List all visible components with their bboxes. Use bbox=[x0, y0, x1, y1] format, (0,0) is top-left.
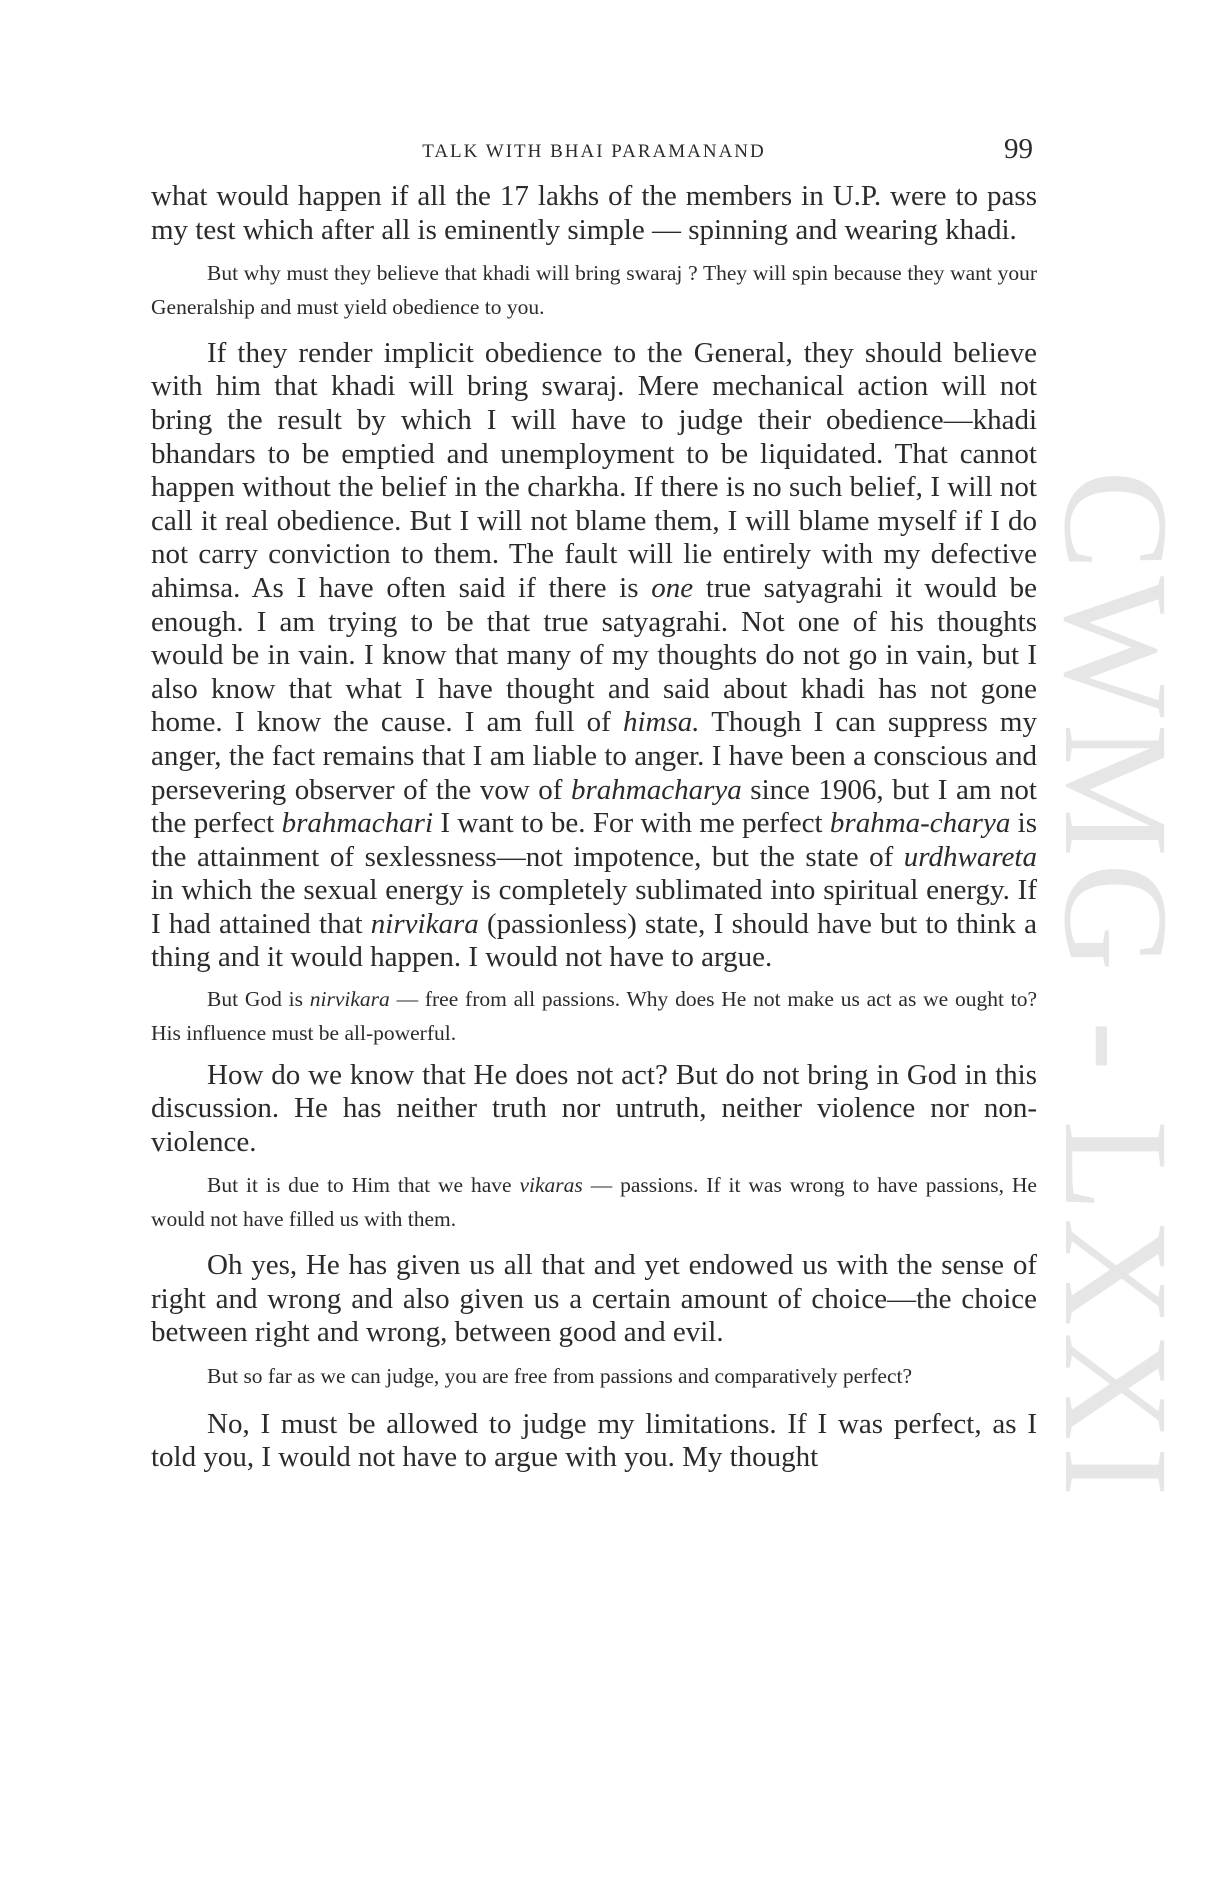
paragraph-question: But God is nirvikara — free from all passions. Why does He not make us act as we ought to? His influence must be all-powerful. bbox=[151, 987, 1037, 1045]
paragraph-answer: what would happen if all the 17 lakhs of the members in U.P. were to pass my test which after all is eminently simple — spinning and wearing khadi. bbox=[151, 180, 1037, 246]
paragraph-question: But why must they believe that khadi will bring swaraj ? They will spin because they want your Generalship and must yield obedience to you. bbox=[151, 261, 1037, 319]
page-number: 99 bbox=[1004, 133, 1033, 165]
italic-term: brahmachari bbox=[281, 807, 434, 840]
paragraph-question: But so far as we can judge, you are free from passions and comparatively perfect? bbox=[207, 1363, 913, 1388]
running-head bbox=[151, 133, 1037, 173]
paragraph-answer: If they render implicit obedience to the General, they should believe with him that khadi will bring swaraj. Mere mechanical action will not bring the result by which I will have to judge their obedience—khadi bhandars to be emptied and unemployment to be liquidated. That cannot happen without the belief in the charkha. If there is no such belief, I will not call it real obedience. But I will not blame them, I will blame myself if I do not carry conviction to them. The fault will lie entirely with my defective ahimsa. As I have often said if there is one true satyagrahi it would be enough. I am trying to be that true satyagrahi. Not one of his thoughts would be in vain. I know that many of my thoughts do not go in vain, but I also know that what I have thought and said about khadi has not gone home. I know the cause. I am full of himsa. Though I can suppress my anger, the fact remains that I am liable to anger. I have been a conscious and persevering observer of the vow of brahmacharya since 1906, but I am not the perfect brahmachari I want to be. For with me perfect brahma-charya is the attainment of sexlessness—not impotence, but the state of urdhwareta in which the sexual energy is completely sublimated into spiritual energy. If I had attained that nirvikara (passionless) state, I should have but to think a thing and it would happen. I would not have to argue. bbox=[151, 336, 1038, 974]
running-head-title: TALK WITH BHAI PARAMANAND bbox=[422, 141, 766, 162]
italic-term: one bbox=[651, 571, 694, 604]
italic-term: urdhwareta bbox=[903, 840, 1037, 873]
paragraph-answer: How do we know that He does not act? But do not bring in God in this discussion. He has neither truth nor untruth, neither violence nor non-violence. bbox=[151, 1058, 1037, 1158]
italic-term: brahma-charya bbox=[829, 807, 1011, 840]
italic-term: himsa. bbox=[623, 706, 700, 739]
paragraph-question: But it is due to Him that we have vikaras — passions. If it was wrong to have passions, He would not have filled us with them. bbox=[151, 1173, 1037, 1232]
italic-term: vikaras bbox=[519, 1173, 583, 1198]
cwmg-watermark bbox=[1033, 470, 1199, 1503]
italic-term: nirvikara bbox=[309, 987, 390, 1012]
italic-term: brahmacharya bbox=[571, 773, 742, 806]
italic-term: nirvikara bbox=[370, 907, 479, 940]
page-text bbox=[151, 180, 1037, 1475]
paragraph-answer: No, I must be allowed to judge my limitations. If I was perfect, as I told you, I would not have to argue with you. My thought bbox=[151, 1407, 1037, 1474]
watermark-text: CWMG - LXXI bbox=[1033, 470, 1199, 1503]
paragraph-answer: Oh yes, He has given us all that and yet endowed us with the sense of right and wrong and also given us a certain amount of choice—the choice between right and wrong, between good and evil. bbox=[151, 1249, 1037, 1349]
